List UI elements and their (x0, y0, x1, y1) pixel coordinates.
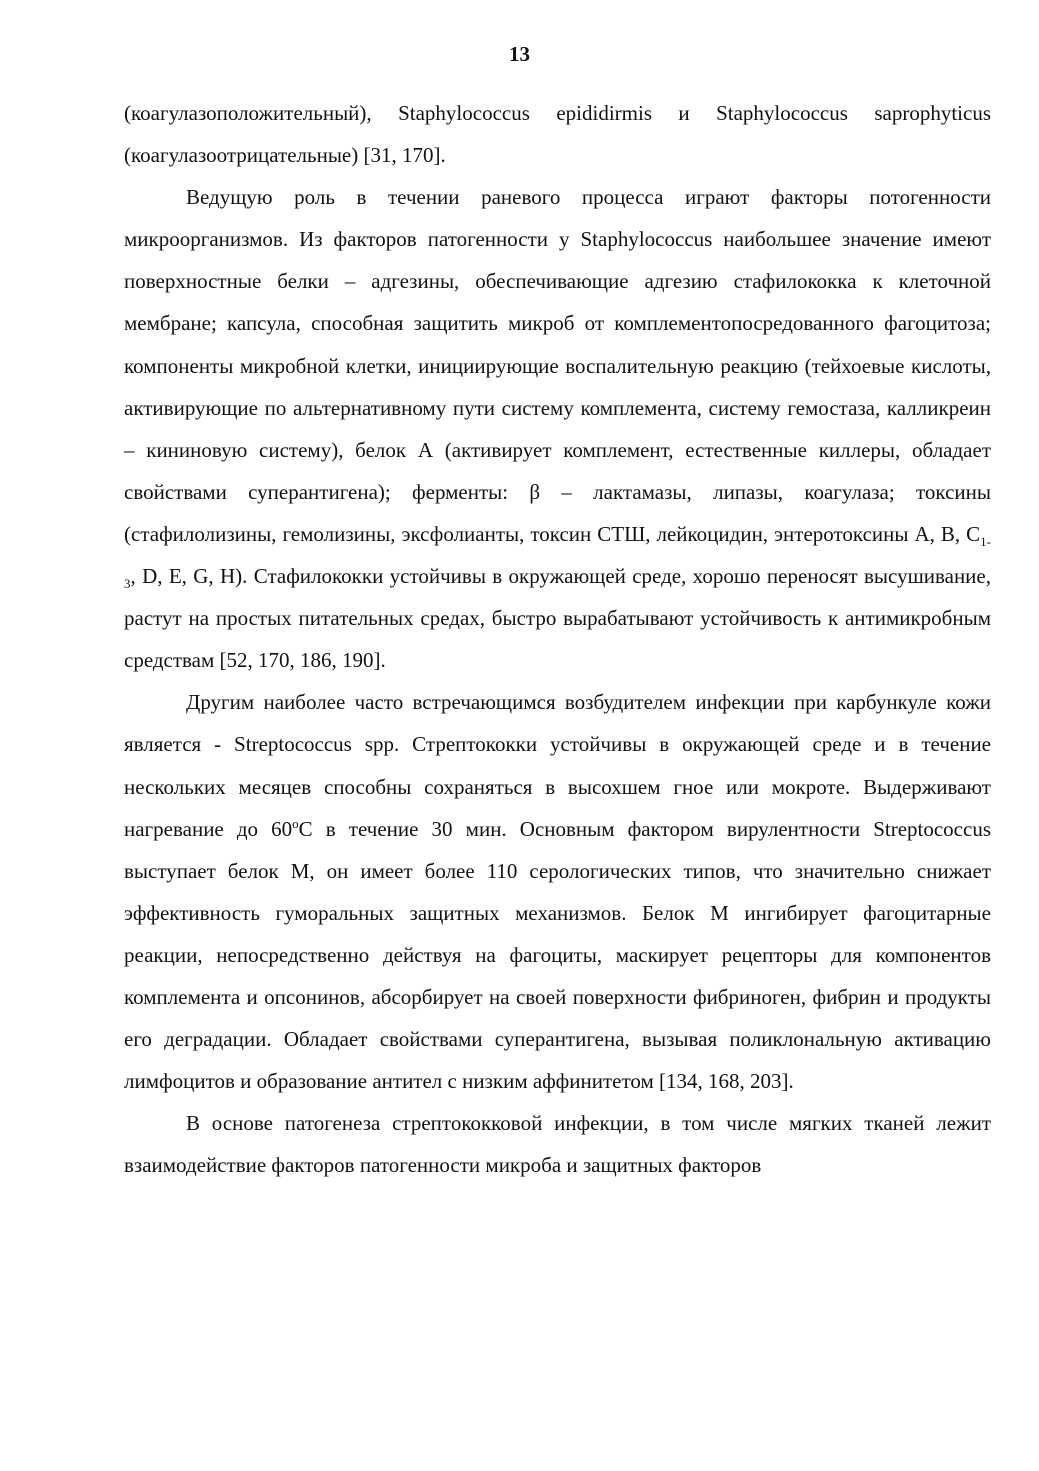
page-number: 13 (509, 42, 530, 66)
superscript: o (292, 815, 299, 831)
paragraph-species-list: (коагулазоположительный), Staphylococcus epididirmis и Staphylococcus saprophyticus (коагулазоотрицательные) [31, 170]. (124, 101, 991, 168)
paragraph-staphylococcus-pathogenicity (124, 176, 991, 681)
text-segment: Ведущую роль в течении раневого процесса играют факторы потогенности микроорганизмов. Из факторов патогенности у Staphylococcus наибольшее значение имеют поверхностные белки – адгезины, обеспечивающие адгезию стафилококка к клеточной мембране; капсула, способная защитить микроб от комплементопосредованного фагоцитоза; компоненты микробной клетки, инициирующие воспалительную реакцию (тейхоевые кислоты, активирующие по альтернативному пути систему комплемента, систему гемостаза, калликреин – кининовую систему), белок А (активирует комплемент, естественные киллеры, обладает свойствами суперантигена); ферменты: β – лактамазы, липазы, коагулаза; токсины (стафилолизины, гемолизины, эксфолианты, токсин СТШ, лейкоцидин, энтеротоксины A, B, C (124, 185, 991, 546)
text-segment: , D, E, G, H). Стафилококки устойчивы в окружающей среде, хорошо переносят высушивание, растут на простых питательных средах, быстро вырабатывают устойчивость к антимикробным средствам [52, 170, 186, 190]. (124, 564, 991, 673)
paragraph-streptococcus (124, 681, 991, 1102)
document-body (124, 92, 991, 1186)
text-segment: Другим наиболее часто встречающимся возбудителем инфекции при карбункуле кожи является - Streptococcus spp. Стрептококки устойчивы в окружающей среде и в течение нескольких месяцев способны сохраняться в высохшем гное или мокроте. Выдерживают нагревание до 60 (124, 690, 991, 841)
subscript: 1-3 (124, 534, 991, 592)
text-segment: C в течение 30 мин. Основным фактором вирулентности Streptococcus выступает белок М, он имеет более 110 серологических типов, что значительно снижает эффективность гуморальных защитных механизмов. Белок М ингибирует фагоцитарные реакции, непосредственно действуя на фагоциты, маскирует рецепторы для компонентов комплемента и опсонинов, абсорбирует на своей поверхности фибриноген, фибрин и продукты его деградации. Обладает свойствами суперантигена, вызывая поликлональную активацию лимфоцитов и образование антител с низким аффинитетом [134, 168, 203]. (124, 816, 991, 1094)
paragraph-pathogenesis: В основе патогенеза стрептококковой инфекции, в том числе мягких тканей лежит взаимодействие факторов патогенности микроба и защитных факторов (124, 1111, 991, 1178)
